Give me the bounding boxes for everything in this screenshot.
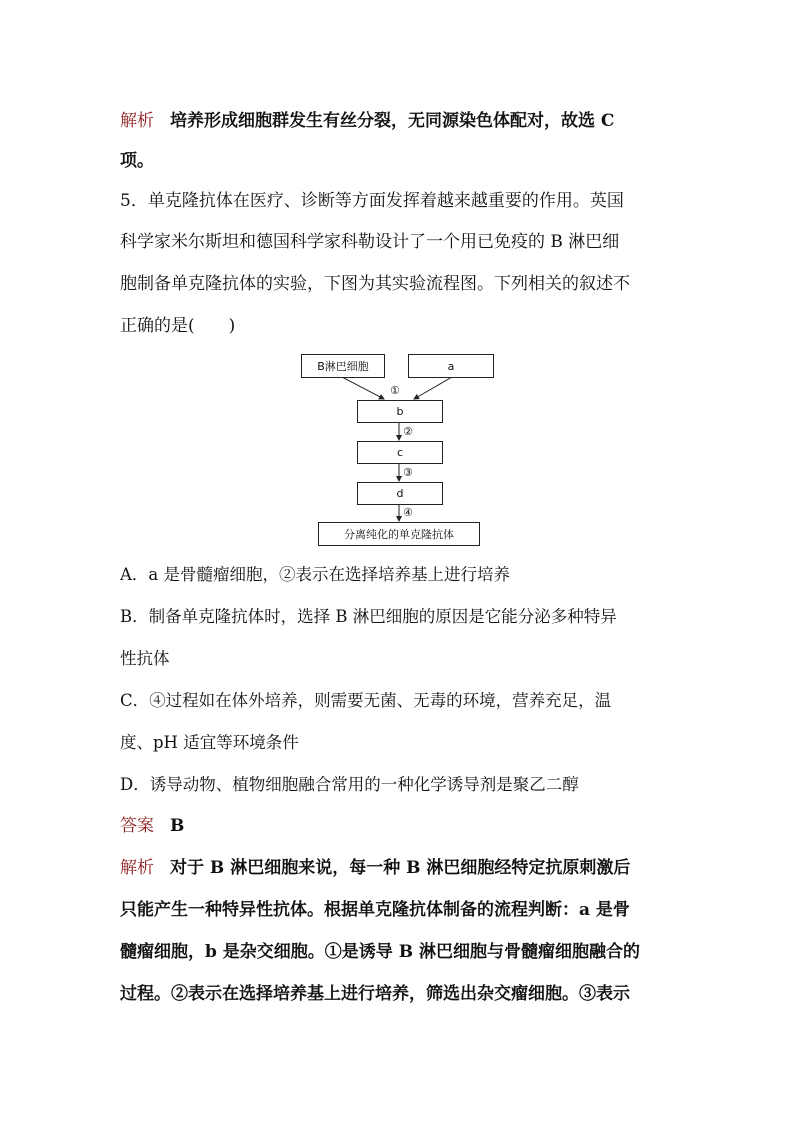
prev-analysis-text: 培养形成细胞群发生有丝分裂，无同源染色体配对，故选 C <box>170 111 615 131</box>
option-b-line-2: 性抗体 <box>120 649 170 668</box>
flow-arrows <box>0 0 794 560</box>
analysis-text-1: 对于 B 淋巴细胞来说，每一种 B 淋巴细胞经特定抗原刺激后 <box>170 858 631 878</box>
question-line-3: 胞制备单克隆抗体的实验，下图为其实验流程图。下列相关的叙述不 <box>120 274 630 294</box>
step-1-label: ① <box>390 384 400 397</box>
analysis-line-2: 只能产生一种特异性抗体。根据单克隆抗体制备的流程判断：a 是骨 <box>120 900 630 920</box>
analysis-line-4: 过程。②表示在选择培养基上进行培养，筛选出杂交瘤细胞。③表示 <box>120 984 630 1004</box>
box-d: d <box>357 482 443 505</box>
box-b: b <box>357 400 443 423</box>
answer-tag: 答案 <box>120 816 154 836</box>
option-c-line-2: 度、pH 适宜等环境条件 <box>120 733 299 752</box>
step-4-label: ④ <box>403 506 413 519</box>
analysis-tag: 解析 <box>120 858 154 878</box>
analysis-line-3: 髓瘤细胞，b 是杂交细胞。①是诱导 B 淋巴细胞与骨髓瘤细胞融合的 <box>120 942 641 962</box>
analysis-tag: 解析 <box>120 111 154 131</box>
answer-line <box>120 815 184 837</box>
arrow-b-lymph-to-b <box>342 377 384 399</box>
prev-analysis-line-2: 项。 <box>120 151 154 171</box>
step-3-label: ③ <box>403 466 413 479</box>
option-d: D．诱导动物、植物细胞融合常用的一种化学诱导剂是聚乙二醇 <box>120 775 579 794</box>
option-c-line-1: C．④过程如在体外培养，则需要无菌、无毒的环境，营养充足，温 <box>120 691 612 710</box>
option-a: A．a 是骨髓瘤细胞，②表示在选择培养基上进行培养 <box>120 565 510 584</box>
analysis-line-1 <box>120 857 630 879</box>
box-final: 分离纯化的单克隆抗体 <box>318 522 480 546</box>
answer-value: B <box>170 816 185 836</box>
question-line-2: 科学家米尔斯坦和德国科学家科勒设计了一个用已免疫的 B 淋巴细 <box>120 232 620 252</box>
option-b-line-1: B．制备单克隆抗体时，选择 B 淋巴细胞的原因是它能分泌多种特异 <box>120 607 617 626</box>
box-a: a <box>408 354 494 378</box>
question-line-1: 5．单克隆抗体在医疗、诊断等方面发挥着越来越重要的作用。英国 <box>120 191 624 211</box>
box-c: c <box>357 441 443 464</box>
arrow-a-to-b <box>414 377 452 399</box>
question-line-4: 正确的是( ) <box>120 316 236 336</box>
box-b-lymphocyte: B淋巴细胞 <box>301 354 385 378</box>
step-2-label: ② <box>403 425 413 438</box>
